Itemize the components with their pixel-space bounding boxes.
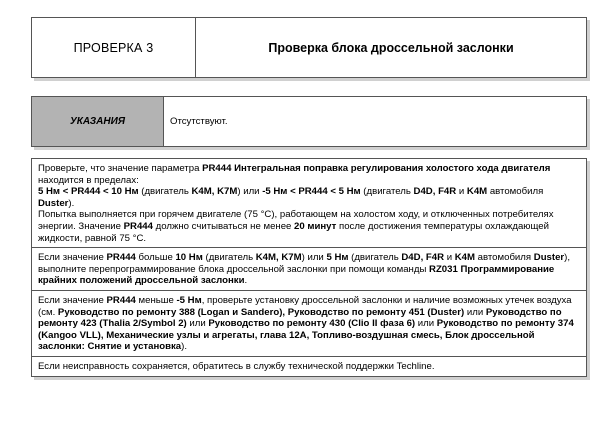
step3-value: -5 Нм xyxy=(176,294,202,306)
step2-text: и xyxy=(444,252,455,264)
step1-text: (двигатель xyxy=(138,186,192,198)
check-code: ПРОВЕРКА 3 xyxy=(32,18,196,77)
step1-text: Проверьте, что значение параметра xyxy=(38,163,203,174)
step3-text: или xyxy=(186,318,209,330)
step1-text: и xyxy=(456,186,467,198)
step4-text: Если неисправность сохраняется, обратитесь в службу технической поддержки Techline. xyxy=(38,360,435,372)
notes-text: Отсутствуют. xyxy=(170,116,228,127)
step3-manual-ref: Руководство по ремонту 430 (Clio II фаза 6) xyxy=(208,318,416,330)
step2-text: ) или xyxy=(301,252,327,264)
steps-table xyxy=(31,158,587,377)
step2-text: . xyxy=(244,275,248,287)
step3-manual-ref: Руководство по ремонту 423 (Thalia 2/Symbol 2) xyxy=(38,306,562,330)
step3-text: меньше xyxy=(135,294,177,306)
step3-text: или xyxy=(464,306,486,318)
step1-text: находится в пределах: xyxy=(38,174,139,186)
check-title: Проверка блока дроссельной заслонки xyxy=(268,40,514,55)
step2-text: ), выполните перепрограммирование блока дроссельной заслонки при помощи команды xyxy=(38,252,571,275)
step3-text: Если значение xyxy=(38,294,107,306)
step-1 xyxy=(32,159,586,248)
check-header xyxy=(31,17,587,78)
step-4 xyxy=(32,357,586,376)
step1-text: Попытка выполняется при горячем двигателе (75 °C), работающем на холостом ходу, и отключенных потребителях энергии. Значение xyxy=(38,209,554,232)
step1-text: должно считываться не менее xyxy=(152,220,295,232)
notes-label: УКАЗАНИЯ xyxy=(32,97,164,146)
step1-param: PR444 xyxy=(123,220,153,232)
step2-command: RZ031 Программирование крайних положений дроссельной заслонки xyxy=(38,263,555,287)
step3-manual-ref: Руководство по ремонту 374 (Kangoo VLL), Механические узлы и агрегаты, глава 12A, Топливо-воздушная смесь, Блок дроссельной заслонки: Снятие и установка xyxy=(38,318,574,353)
step3-text: или xyxy=(415,318,437,330)
step3-text: ). xyxy=(181,341,188,353)
step2-text: (двигатель xyxy=(202,252,256,264)
notes-box xyxy=(31,96,587,147)
step1-engine: K4M xyxy=(466,186,488,198)
step-3 xyxy=(32,291,586,357)
step1-param: PR444 Интегральная поправка регулирования холостого хода двигателя xyxy=(202,163,551,174)
step1-text: (двигатель xyxy=(360,186,414,198)
step2-text: больше xyxy=(135,252,176,264)
step2-value: 10 Нм xyxy=(175,252,203,264)
step2-engine: K4M, K7M xyxy=(255,252,302,264)
step2-vehicle: Duster xyxy=(533,252,565,264)
step1-text: ). xyxy=(68,197,75,209)
step2-text: (двигатель xyxy=(348,252,402,264)
step1-engine: K4M, K7M xyxy=(191,186,238,198)
step2-param: PR444 xyxy=(106,252,136,264)
step2-text: автомобиля xyxy=(475,252,534,264)
step1-duration: 20 минут xyxy=(294,220,337,232)
step1-text: автомобиля xyxy=(487,186,544,198)
step1-text: ) или xyxy=(237,186,263,198)
step2-text: Если значение xyxy=(38,252,107,264)
step1-vehicle: Duster xyxy=(38,197,69,209)
step1-range: 5 Нм < PR444 < 10 Нм xyxy=(38,186,139,198)
step1-text: после достижения температуры охлаждающей жидкости, равной 75 °C. xyxy=(38,220,549,244)
step1-range: -5 Нм < PR444 < 5 Нм xyxy=(262,186,361,198)
step2-value: 5 Нм xyxy=(326,252,349,264)
step3-manual-ref: Руководство по ремонту 388 (Logan и Sandero), Руководство по ремонту 451 (Duster) xyxy=(57,306,465,318)
step2-engine: K4M xyxy=(454,252,475,264)
step2-engine: D4D, F4R xyxy=(401,252,445,264)
step3-text: , проверьте установку дроссельной заслонки и наличие возможных утечек воздуха (см. xyxy=(38,294,572,318)
step3-param: PR444 xyxy=(106,294,136,306)
step-2 xyxy=(32,248,586,291)
step1-engine: D4D, F4R xyxy=(413,186,457,198)
